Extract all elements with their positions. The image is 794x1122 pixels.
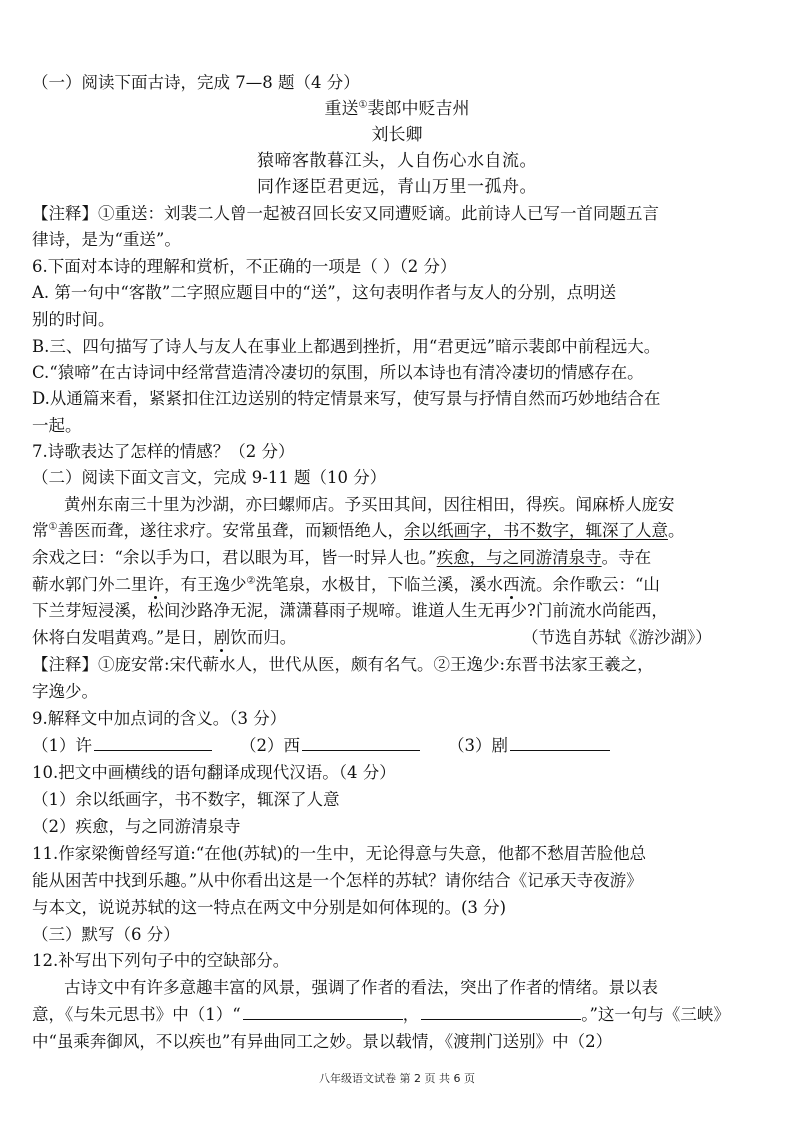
- underlined-sentence-2: 疾愈，与之同游清泉寺: [436, 548, 602, 567]
- q12-line-3: 中“虽乘奔御风，不以疾也”有异曲同工之妙。景以载情，《渡荆门送别》中（2）: [32, 1032, 613, 1051]
- q11-line-2: 能从困苦中找到乐趣。”从中你看出这是一个怎样的苏轼？请你结合《记承天寺夜游》: [32, 871, 643, 890]
- passage-line-5: 下兰芽短浸溪，松间沙路净无泥，潇潇暮雨子规啼。谁道人生无再少?门前流水尚能西，: [32, 601, 668, 620]
- q11-line-1: 11.作家梁衡曾经写道:“在他(苏轼)的一生中，无论得意与失意，他都不愁眉苦脸他总: [32, 844, 647, 863]
- poem-line-1: 猿啼客散暮江头，人自伤心水自流。: [257, 151, 537, 171]
- section3-heading: （三）默写（6 分）: [32, 925, 180, 944]
- dotted-word-ju: 剧: [213, 628, 231, 647]
- dotted-word-xu: 许: [147, 575, 164, 594]
- q12-line-1: 古诗文中有许多意趣丰富的风景，强调了作者的看法，突出了作者的情绪。景以表: [64, 978, 658, 997]
- passage-note-line-1: 【注释】①庞安常:宋代蕲水人，世代从医，颇有名气。②王逸少:东晋书法家王羲之，: [32, 655, 654, 674]
- q9-item-3: （3）剧: [448, 736, 508, 755]
- passage-line-2: 常①善医而聋，遂往求疗。安常虽聋，而颖悟绝人，余以纸画字，书不数字，辄深了人意。: [32, 521, 685, 540]
- poem-note-line-1: 【注释】①重送：刘裴二人曾一起被召回长安又同遭贬谪。此前诗人已写一首同题五言: [32, 204, 659, 223]
- q6-option-b: B.三、四句描写了诗人与友人在事业上都遇到挫折，用“君更远”暗示裴郎中前程远大。: [32, 337, 661, 356]
- q6-stem: 6.下面对本诗的理解和赏析，不正确的一项是（ ）（2 分）: [32, 257, 457, 276]
- q9-items: [32, 733, 768, 759]
- passage-line-3: 余戏之曰：“余以手为口，君以眼为耳，皆一时异人也。”疾愈，与之同游清泉寺。寺在: [32, 548, 652, 567]
- q9-item-1: （1）许: [32, 736, 92, 755]
- q12-blank-1a[interactable]: [243, 1003, 403, 1020]
- q10-stem: 10.把文中画横线的语句翻译成现代汉语。（4 分）: [32, 763, 396, 782]
- q12-blank-1b[interactable]: [421, 1003, 581, 1020]
- passage-source: （节选自苏轼《游沙湖》）: [522, 628, 712, 647]
- section1-heading: （一）阅读下面古诗，完成 7—8 题（4 分）: [32, 73, 360, 92]
- underlined-sentence-1: 余以纸画字，书不数字，辄深了人意: [403, 521, 668, 540]
- poem-line-2: 同作逐臣君更远，青山万里一孤舟。: [257, 177, 537, 197]
- poem-note-line-2: 律诗，是为“重送”。: [32, 230, 181, 249]
- q6-option-c: C.“猿啼”在古诗词中经常营造清冷凄切的氛围，所以本诗也有清冷凄切的情感存在。: [32, 363, 644, 382]
- passage-line-6: 休将白发唱黄鸡。”是日，剧饮而归。 （节选自苏轼《游沙湖》）: [32, 625, 768, 651]
- poem-title: 重送①裴郎中贬吉州: [324, 99, 470, 119]
- passage-line-1: 黄州东南三十里为沙湖，亦曰螺师店。予买田其间，因往相田，得疾。闻麻桥人庞安: [64, 495, 675, 514]
- dotted-word-xi: 西: [502, 575, 520, 594]
- q9-blank-1[interactable]: [94, 734, 212, 751]
- q9-item-2: （2）西: [240, 736, 300, 755]
- q11-line-3: 与本文，说说苏轼的这一特点在两文中分别是如何体现的。(3 分): [32, 898, 507, 917]
- q6-option-d-line-1: D.从通篇来看，紧紧扣住江边送别的特定情景来写，使写景与抒情自然而巧妙地结合在: [32, 389, 661, 408]
- q7-stem: 7.诗歌表达了怎样的情感？（2 分）: [32, 442, 295, 461]
- page-footer: 八年级语文试卷 第 2 页 共 6 页: [319, 1072, 475, 1085]
- passage-line-4: 蕲水郭门外二里许，有王逸少②洗笔泉，水极甘，下临兰溪，溪水西流。余作歌云：“山: [32, 575, 660, 594]
- q10-item-2: （2）疾愈，与之同游清泉寺: [32, 817, 241, 836]
- q9-blank-2[interactable]: [302, 734, 420, 751]
- q12-stem: 12.补写出下列句子中的空缺部分。: [32, 951, 290, 970]
- q9-stem: 9.解释文中加点词的含义。（3 分）: [32, 709, 287, 728]
- q6-option-a-line-2: 别的时间。: [32, 310, 115, 329]
- q12-line-2: 意，《与朱元思书》中（1）“ ， 。”这一句与《三峡》: [32, 1005, 730, 1024]
- poet-name: 刘长卿: [371, 125, 423, 145]
- passage-note-line-2: 字逸少。: [32, 682, 98, 701]
- section2-heading: （二）阅读下面文言文，完成 9-11 题（10 分）: [32, 468, 387, 487]
- q6-option-a-line-1: A. 第一句中“客散”二字照应题目中的“送”，这句表明作者与友人的分别，点明送: [32, 283, 617, 302]
- q6-option-d-line-2: 一起。: [32, 416, 82, 435]
- q10-item-1: （1）余以纸画字，书不数字，辄深了人意: [32, 790, 340, 809]
- q9-blank-3[interactable]: [510, 734, 610, 751]
